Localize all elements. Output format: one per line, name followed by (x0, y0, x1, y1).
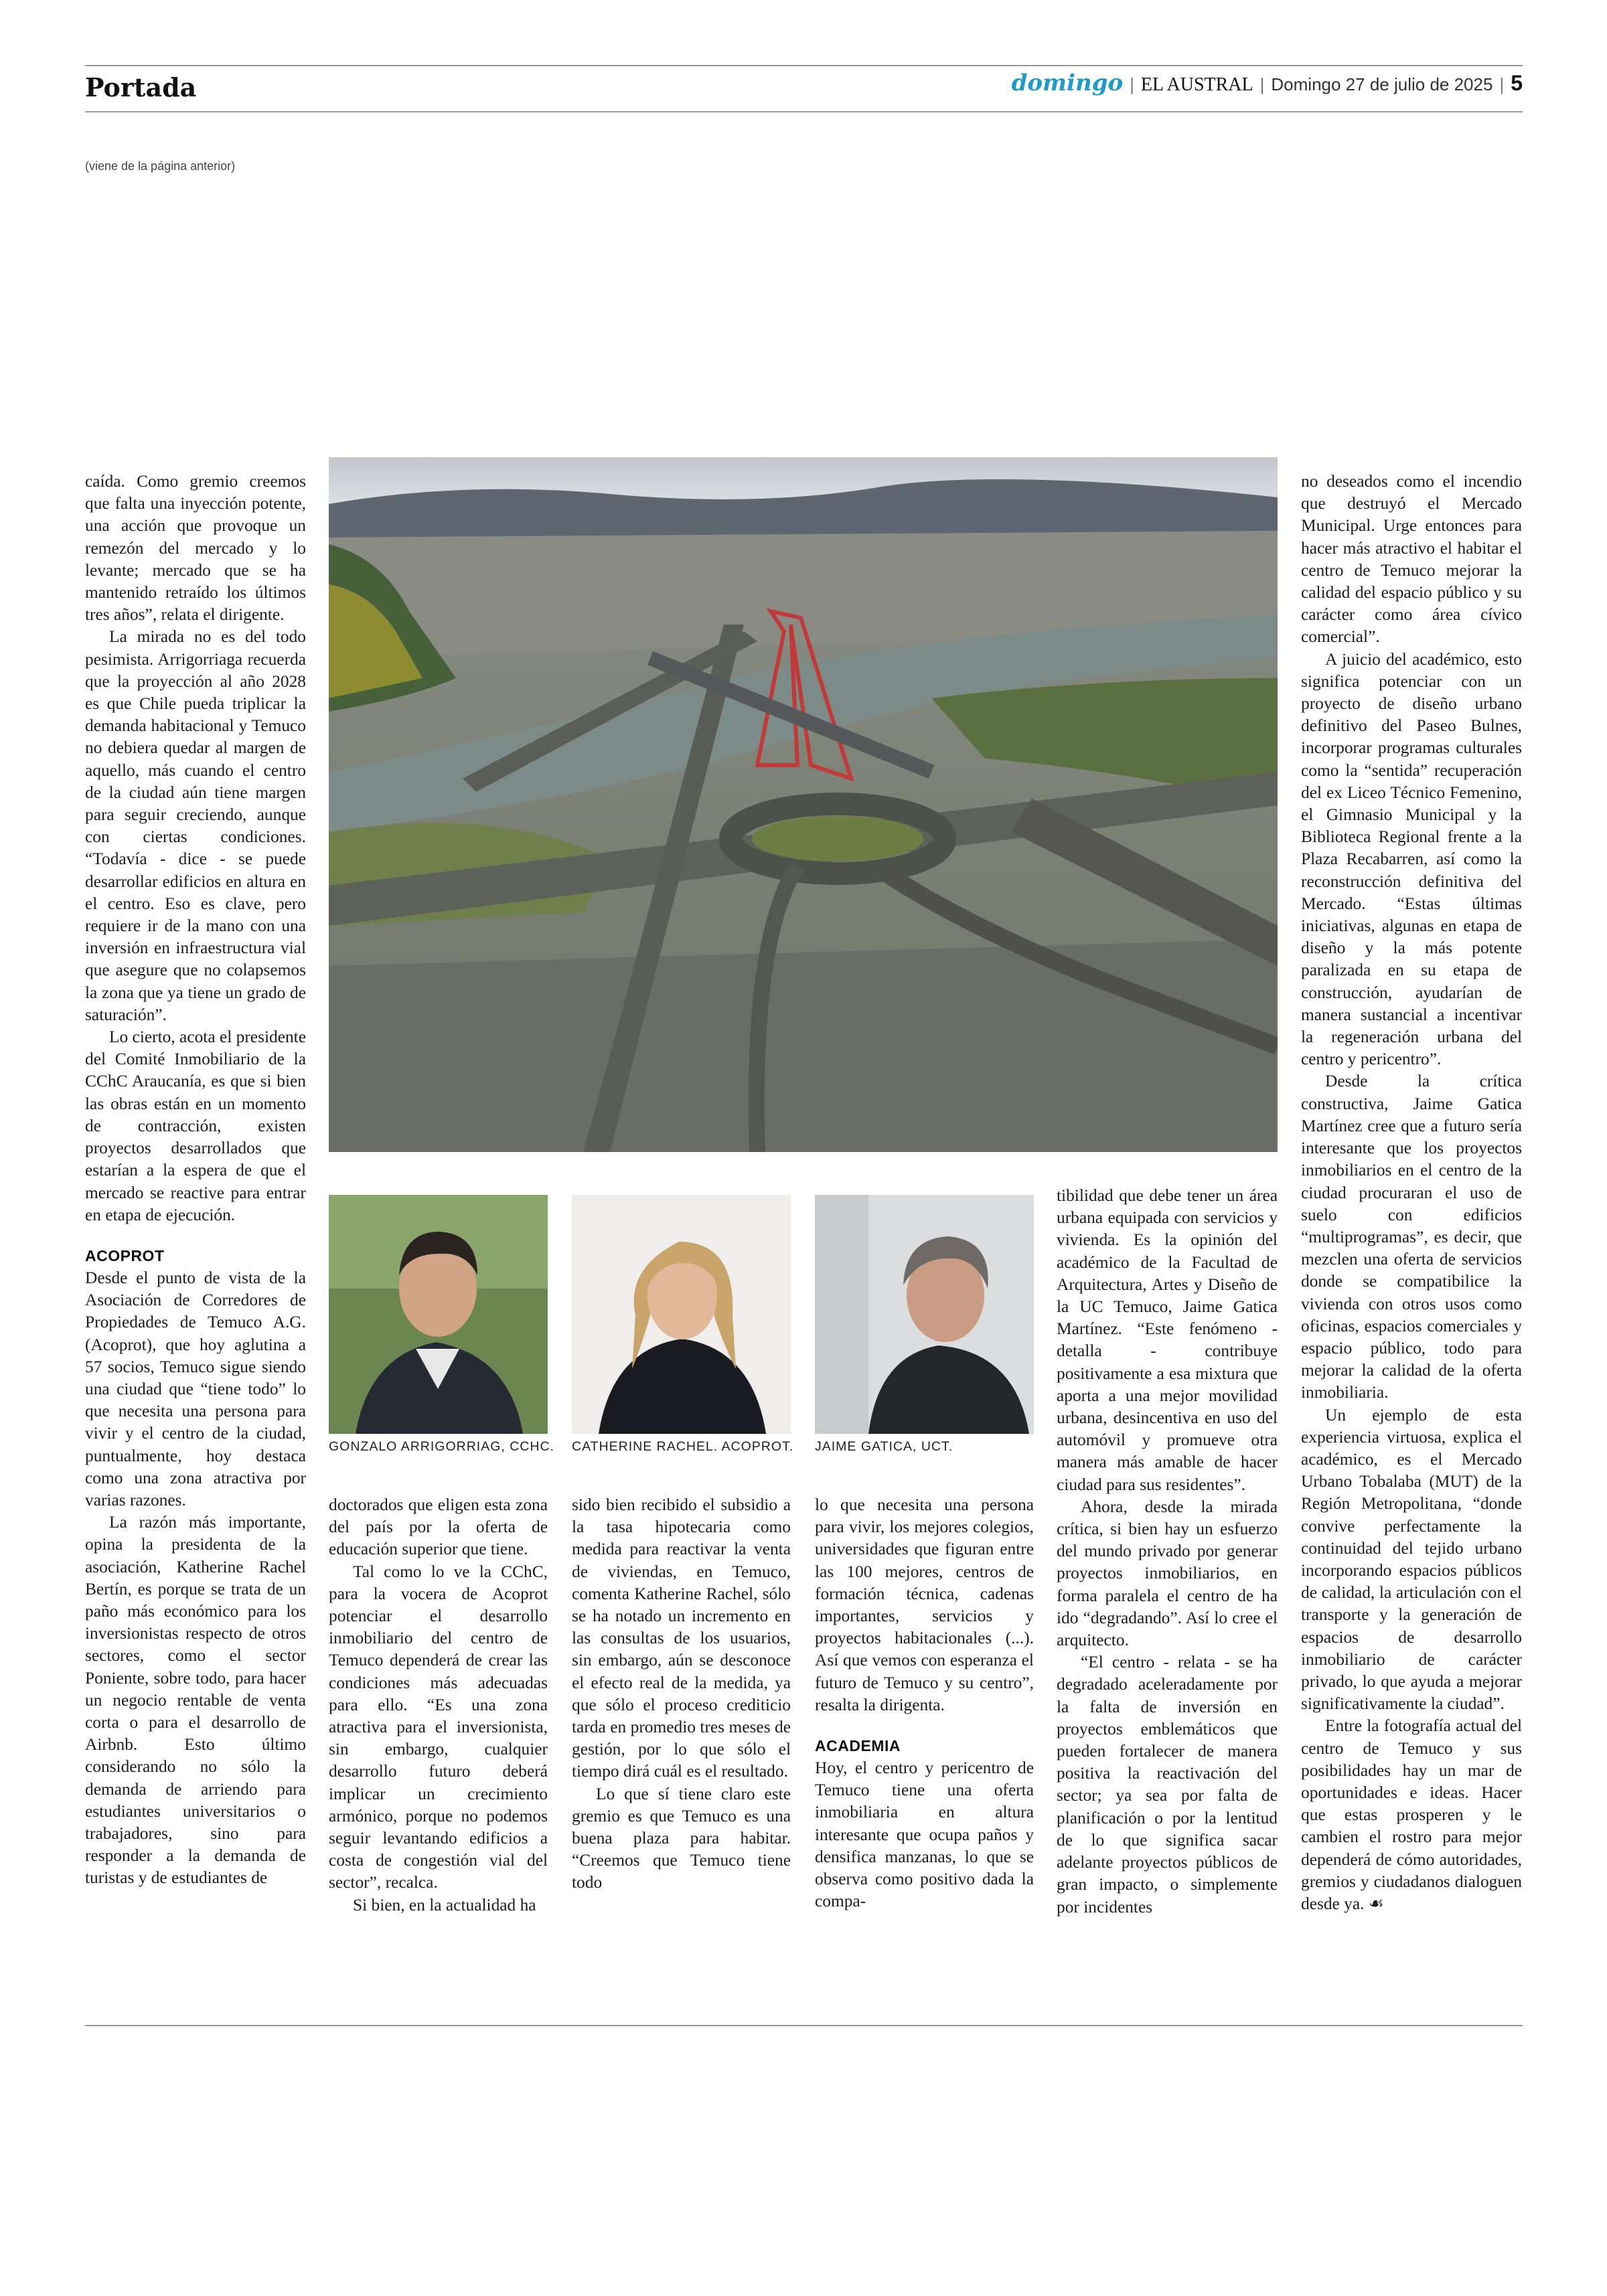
paragraph: Entre la fotografía actual del centro de Temuco y sus posibilidades hay un mar de oportunidades e ideas. Hacer que estas prosperen y le cambien el rostro para mejor dependerá de cómo autoridades, gremios y ciudadanos dialoguen desde ya. ☙ (1301, 1716, 1522, 1913)
paragraph: doctorados que eligen esta zona del país por la oferta de educación superior que tiene. (329, 1495, 548, 1559)
footer-rule (85, 2025, 1523, 2026)
portrait-caption-1: GONZALO ARRIGORRIAG, CCHC. (329, 1439, 554, 1454)
paragraph: A juicio del académico, esto significa potenciar con un proyecto de diseño urbano definitivo del Paseo Bulnes, incorporar programas culturales como la “sentida” recuperación del ex Liceo Técnico Femenino, el Gimnasio Municipal y la Biblioteca Regional frente a la Plaza Recabarren, así como la reconstrucción definitiva del Mercado. “Estas últimas iniciativas, algunas en etapa de diseño y la más potente paralizada en su etapa de construcción, ayudarían de manera sustancial a incentivar la regeneración urbana del centro y pericentro”. (1301, 649, 1522, 1069)
paragraph: Lo que sí tiene claro este gremio es que Temuco es una buena plaza para habitar. “Creemos que Temuco tiene todo (572, 1784, 791, 1892)
masthead-separator: | (1259, 74, 1265, 94)
paragraph: Desde el punto de vista de la Asociación de Corredores de Propiedades de Temuco A.G. (Acoprot), que hoy aglutina a 57 socios, Temuco sigue siendo una ciudad que “tiene todo” lo que necesita una persona para vivir y el centro de la ciudad, puntualmente, hoy destaca como una zona atractiva por varias razones. (85, 1268, 306, 1509)
paragraph: La razón más importante, opina la presidenta de la asociación, Katherine Rachel Bertín, es porque se trata de un paño más económico para los inversionistas respecto de otros sectores, como el sector Poniente, sobre todo, para hacer un negocio rentable de venta corta o para el desarrollo de Airbnb. Esto último considerando no sólo la demanda de arriendo para estudiantes universitarios o trabajadores, sino para responder a la demanda de turistas y de estudiantes de (85, 1513, 306, 1888)
aerial-photo-temuco (329, 457, 1278, 1152)
subhead-acoprot: ACOPROT (85, 1246, 165, 1264)
paragraph: Un ejemplo de esta experiencia virtuosa, explica el académico, es el Mercado Urbano Tobalaba (MUT) de la Región Metropolitana, “donde convive perfectamente la continuidad del tejido urbano incorporando espacios públicos de calidad, la articulación con el transporte y la generación de espacios de desarrollo inmobiliario de carácter privado, lo que ayuda a mejorar significativamente la ciudad”. (1301, 1405, 1522, 1714)
portrait-gonzalo-arrigorriaga (329, 1195, 548, 1434)
paragraph: Hoy, el centro y pericentro de Temuco tiene una oferta inmobiliaria en altura interesante que ocupa paños y densifica manzanas, lo que se observa como positivo dada la compa- (815, 1758, 1034, 1911)
header-rule-top (85, 65, 1523, 66)
portrait-caption-3: JAIME GATICA, UCT. (815, 1439, 953, 1454)
paragraph: tibilidad que debe tener un área urbana equipada con servicios y vivienda. Es la opinión del académico de la Facultad de Arquitectura, Artes y Diseño de la UC Temuco, Jaime Gatica Martínez. “Este fenómeno - detalla - contribuye positivamente a esa mixtura que aporta a una mejor movilidad urbana, desincentiva en uso del automóvil y promueve otra manera más amable de hacer ciudad para sus residentes”. (1057, 1186, 1278, 1494)
paragraph: no deseados como el incendio que destruyó el Mercado Municipal. Urge entonces para hacer más atractivo el habitar el centro de Temuco mejorar la calidad del espacio público y su carácter como área cívico comercial”. (1301, 472, 1522, 647)
paper-name: EL AUSTRAL (1140, 74, 1253, 95)
issue-date: Domingo 27 de julio de 2025 (1271, 74, 1493, 94)
paragraph: caída. Como gremio creemos que falta una inyección potente, una acción que provoque un remezón del mercado y lo levante; mercado que se ha mantenido retraído los últimos tres años”, relata el dirigente. (85, 472, 306, 625)
article-column-3 (572, 1494, 791, 1894)
subhead-academia: ACADEMIA (815, 1737, 901, 1755)
article-column-2 (329, 1494, 548, 1916)
paragraph: Desde la crítica constructiva, Jaime Gatica Martínez cree que a futuro sería interesante que los proyectos inmobiliarios en el centro de la ciudad procuraran el uso de suelo con edificios “multiprogramas”, es decir, que mezclen una oferta de servicios donde se compatibilice la vivienda con otros usos como oficinas, espacios comerciales y espacio público, todo para mejorar la calidad de la oferta inmobiliaria. (1301, 1072, 1522, 1402)
paragraph: Ahora, desde la mirada crítica, si bien hay un esfuerzo del mundo privado por generar proyectos inmobiliarios, en forma paralela el centro de ha ido “degradando”. Así lo cree el arquitecto. (1057, 1497, 1278, 1650)
masthead-separator: | (1499, 74, 1505, 94)
section-title: Portada (85, 72, 197, 102)
paragraph: La mirada no es del todo pesimista. Arrigorriaga recuerda que la proyección al año 2028 es que Chile pueda triplicar la demanda habitacional y Temuco no debiera quedar al margen de aquello, más cuando el centro de la ciudad aún tiene margen para seguir creciendo, aunque con ciertas condiciones. “Todavía - dice - se puede desarrollar edificios en altura en el centro. Eso es clave, pero requiere ir de la mano con una inversión en infraestructura vial que asegure que no colapsemos la zona que ya tiene un grado de saturación”. (85, 627, 306, 1024)
continued-note: (viene de la página anterior) (85, 159, 236, 173)
portrait-jaime-gatica (815, 1195, 1034, 1434)
paragraph: “El centro - relata - se ha degradado aceleradamente por la falta de inversión en proyectos emblemáticos que pueden fortalecer de manera positiva la reactivación del sector; ya sea por falta de planificación o por la lentitud de lo que significa sacar adelante proyectos públicos de gran impacto, o simplemente por incidentes (1057, 1653, 1278, 1916)
article-column-1 (85, 471, 306, 1890)
brand-logo: domingo (1011, 70, 1124, 96)
paragraph: sido bien recibido el subsidio a la tasa hipotecaria como medida para reactivar la venta de viviendas, en Temuco, comenta Katherine Rachel, sólo se ha notado un incremento en las consultas de los usuarios, sin embargo, aún se desconoce el efecto real de la medida, ya que sólo el proceso crediticio tarda en promedio tres meses de gestión, por lo que sólo el tiempo dirá cuál es el resultado. (572, 1495, 791, 1781)
article-column-6 (1301, 471, 1522, 1915)
paragraph: Tal como lo ve la CChC, para la vocera de Acoprot potenciar el desarrollo inmobiliario del centro de Temuco dependerá de crear las condiciones más adecuadas para ello. “Es una zona atractiva para el inversionista, sin embargo, cualquier desarrollo futuro deberá implicar un crecimiento armónico, porque no podemos seguir levantando edificios a costa de congestión vial del sector”, recalca. (329, 1562, 548, 1892)
portrait-caption-2: CATHERINE RACHEL. ACOPROT. (572, 1439, 794, 1454)
masthead-separator: | (1130, 74, 1134, 94)
paragraph: Lo cierto, acota el presidente del Comité Inmobiliario de la CChC Araucanía, es que si bien las obras están en un momento de contracción, existen proyectos desarrollados que estarían a la espera de que el mercado se reactive para entrar en etapa de ejecución. (85, 1028, 306, 1224)
paragraph: Si bien, en la actualidad ha (353, 1895, 536, 1914)
portrait-catherine-rachel (572, 1195, 791, 1434)
header-rule-bottom (85, 111, 1523, 112)
masthead (1012, 70, 1523, 96)
article-column-4 (815, 1494, 1034, 1912)
paragraph: lo que necesita una persona para vivir, los mejores colegios, universidades que figuran entre las 100 mejores, centros de formación técnica, cadenas importantes, servicios y proyectos habitacionales (...). Así que vemos con esperanza el futuro de Temuco y su centro”, resalta la dirigenta. (815, 1495, 1034, 1714)
page-number: 5 (1511, 71, 1523, 95)
article-column-5 (1057, 1185, 1278, 1918)
